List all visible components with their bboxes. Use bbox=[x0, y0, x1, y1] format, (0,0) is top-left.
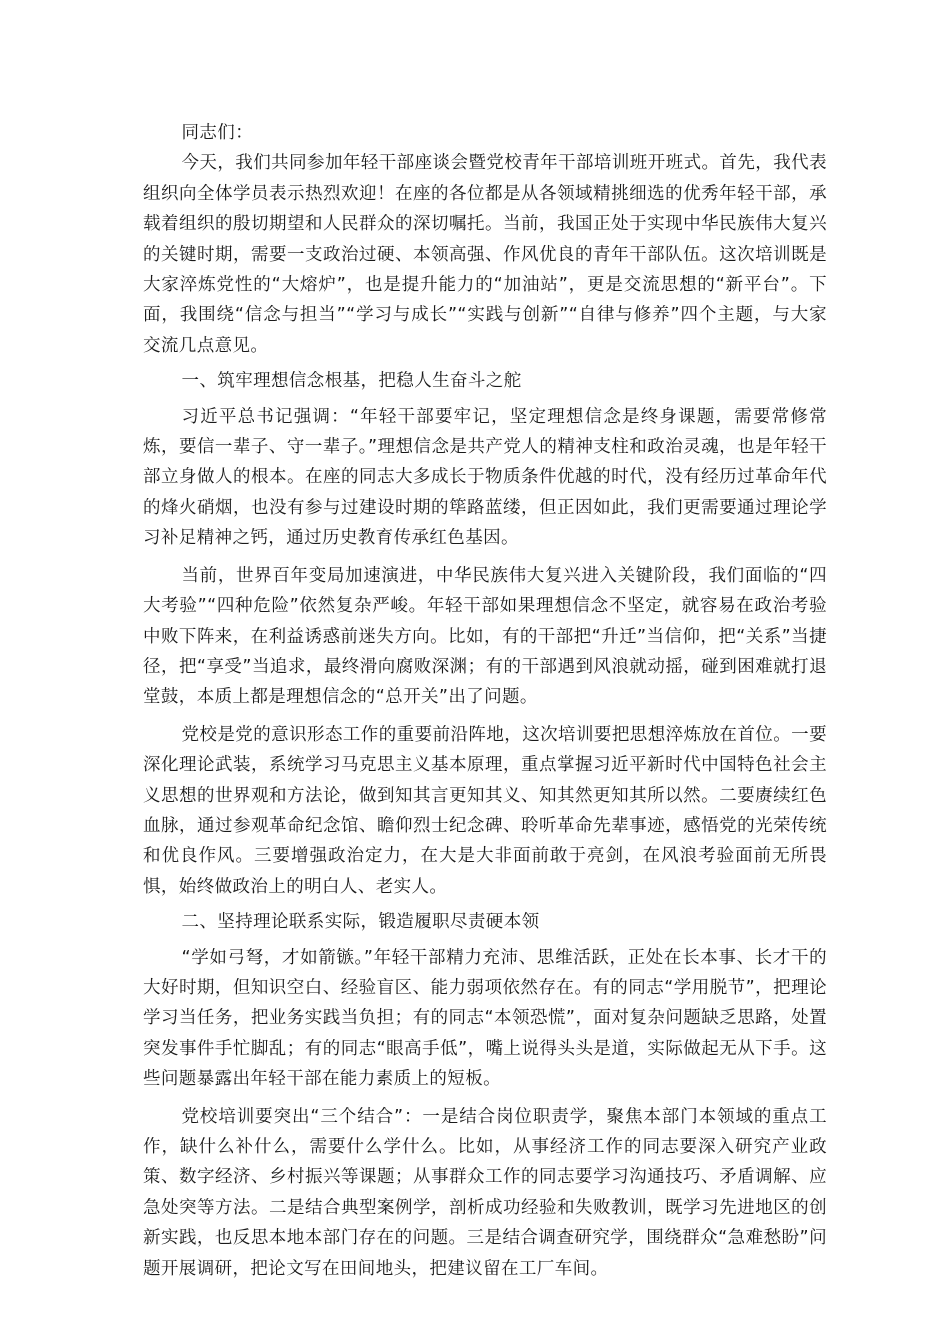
section-2-paragraph-2: 党校培训要突出“三个结合”：一是结合岗位职责学，聚焦本部门本领域的重点工作，缺什么补什么，需要什么学什么。比如，从事经济工作的同志要深入研究产业政策、数字经济、乡村振兴等课题；从事群众工作的同志要学习沟通技巧、矛盾调解、应急处突等方法。二是结合典型案例学，剖析成功经验和失败教训，既学习先进地区的创新实践，也反思本地本部门存在的问题。三是结合调查研究学，围绕群众“急难愁盼”问题开展调研，把论文写在田间地头，把建议留在工厂车间。 bbox=[143, 1106, 827, 1279]
intro-paragraph: 今天，我们共同参加年轻干部座谈会暨党校青年干部培训班开班式。首先，我代表组织向全体学员表示热烈欢迎！在座的各位都是从各领域精挑细选的优秀年轻干部，承载着组织的殷切期望和人民群众的深切嘱托。当前，我国正处于实现中华民族伟大复兴的关键时期，需要一支政治过硬、本领高强、作风优良的青年干部队伍。这次培训既是大家淬炼党性的“大熔炉”，也是提升能力的“加油站”，更是交流思想的“新平台”。下面，我围绕“信念与担当”“学习与成长”“实践与创新”“自律与修养”四个主题，与大家交流几点意见。 bbox=[143, 153, 827, 356]
section-1-heading: 一、筑牢理想信念根基，把稳人生奋斗之舵 bbox=[181, 371, 522, 392]
section-1-paragraph-3: 党校是党的意识形态工作的重要前沿阵地，这次培训要把思想淬炼放在首位。一要深化理论武装，系统学习马克思主义基本原理，重点掌握习近平新时代中国特色社会主义思想的世界观和方法论，做到知其言更知其义、知其然更知其所以然。二要赓续红色血脉，通过参观革命纪念馆、瞻仰烈士纪念碑、聆听革命先辈事迹，感悟党的光荣传统和优良作风。三要增强政治定力，在大是大非面前敢于亮剑，在风浪考验面前无所畏惧，始终做政治上的明白人、老实人。 bbox=[143, 724, 827, 897]
section-2-paragraph-1: “学如弓弩，才如箭镞。”年轻干部精力充沛、思维活跃，正处在长本事、长才干的大好时期，但知识空白、经验盲区、能力弱项依然存在。有的同志“学用脱节”，把理论学习当任务，把业务实践当负担；有的同志“本领恐慌”，面对复杂问题缺乏思路，处置突发事件手忙脚乱；有的同志“眼高手低”，嘴上说得头头是道，实际做起无从下手。这些问题暴露出年轻干部在能力素质上的短板。 bbox=[143, 947, 827, 1090]
salutation: 同志们： bbox=[181, 123, 254, 143]
section-2-heading: 二、坚持理论联系实际，锻造履职尽责硬本领 bbox=[181, 912, 540, 933]
section-1-paragraph-1: 习近平总书记强调：“年轻干部要牢记，坚定理想信念是终身课题，需要常修常炼，要信一辈子、守一辈子。”理想信念是共产党人的精神支柱和政治灵魂，也是年轻干部立身做人的根本。在座的同志大多成长于物质条件优越的时代，没有经历过革命年代的烽火硝烟，也没有参与过建设时期的筚路蓝缕，但正因如此，我们更需要通过理论学习补足精神之钙，通过历史教育传承红色基因。 bbox=[143, 406, 827, 549]
speech-document bbox=[143, 118, 827, 1284]
section-1-paragraph-2: 当前，世界百年变局加速演进，中华民族伟大复兴进入关键阶段，我们面临的“四大考验”“四种危险”依然复杂严峻。年轻干部如果理想信念不坚定，就容易在政治考验中败下阵来，在利益诱惑前迷失方向。比如，有的干部把“升迁”当信仰，把“关系”当捷径，把“享受”当追求，最终滑向腐败深渊；有的干部遇到风浪就动摇，碰到困难就打退堂鼓，本质上都是理想信念的“总开关”出了问题。 bbox=[143, 565, 827, 708]
